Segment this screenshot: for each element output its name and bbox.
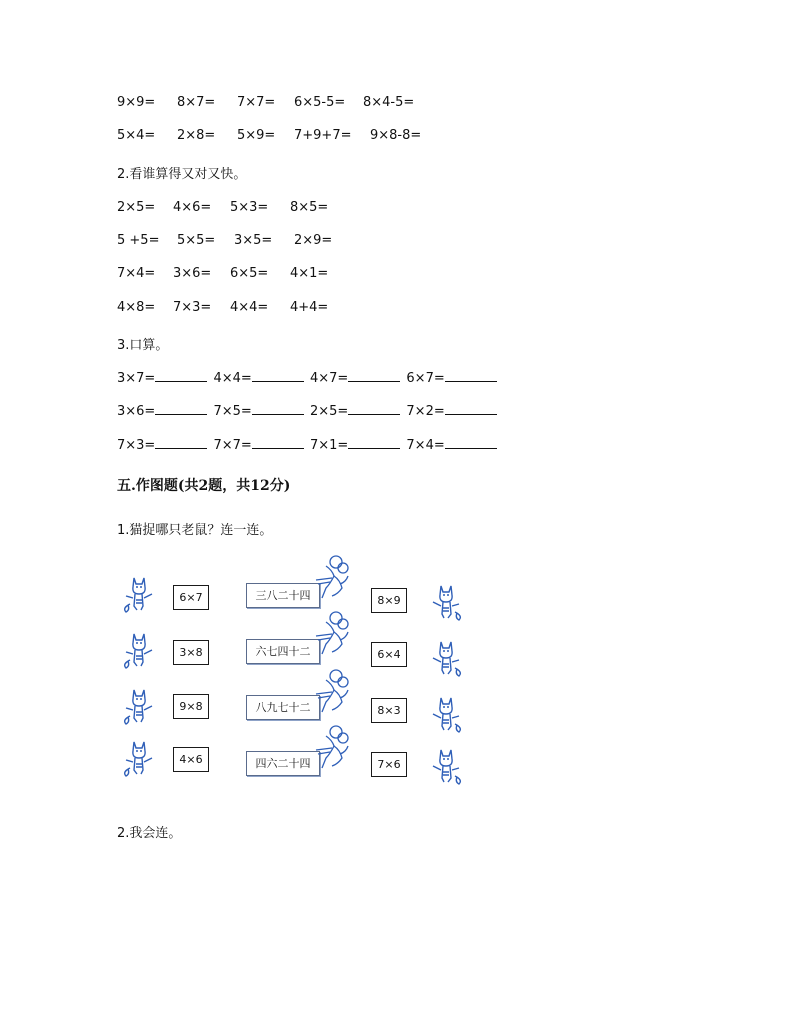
expr: 2×8= — [177, 128, 216, 143]
multiplication-rhyme-box: 四六二十四 — [246, 751, 320, 776]
right-expression-box: 8×9 — [371, 588, 407, 613]
q2-title: 2.看谁算得又对又快。 — [117, 167, 247, 182]
expr: 7×7= — [213, 438, 252, 453]
answer-blank[interactable] — [155, 437, 207, 449]
multiplication-rhyme-box: 六七四十二 — [246, 639, 320, 664]
expr: 5×5= — [177, 233, 216, 248]
expr: 4×1= — [290, 266, 329, 281]
section-5-q1-title: 1.猫捉哪只老鼠？连一连。 — [117, 523, 273, 538]
expr: 7×3= — [117, 438, 156, 453]
cat-icon — [120, 686, 162, 726]
expr: 7×5= — [213, 404, 252, 419]
expr: 7×4= — [406, 438, 445, 453]
expr: 5 +5= — [117, 233, 160, 248]
q3-row-1 — [117, 370, 499, 386]
cat-icon — [120, 630, 162, 670]
expr: 3×6= — [117, 404, 156, 419]
cat-icon — [120, 574, 162, 614]
left-expression-box: 9×8 — [173, 694, 209, 719]
section-5-title: 五.作图题(共2题，共12分) — [117, 478, 291, 494]
answer-blank[interactable] — [155, 403, 207, 415]
multiplication-rhyme-box: 八九七十二 — [246, 695, 320, 720]
answer-blank[interactable] — [155, 370, 207, 382]
expr: 5×3= — [230, 200, 269, 215]
expr: 6×5= — [230, 266, 269, 281]
answer-blank[interactable] — [252, 437, 304, 449]
expr: 7×2= — [406, 404, 445, 419]
left-expression-box: 3×8 — [173, 640, 209, 665]
answer-blank[interactable] — [252, 370, 304, 382]
expr: 3×6= — [173, 266, 212, 281]
expr: 2×5= — [309, 404, 349, 419]
answer-blank[interactable] — [348, 370, 400, 382]
expr: 2×5= — [117, 200, 156, 215]
right-expression-box: 8×3 — [371, 698, 407, 723]
expr: 6×7= — [406, 371, 445, 386]
expr: 9×9= — [117, 95, 156, 110]
mouse-icon — [312, 554, 352, 600]
mouse-icon — [312, 724, 352, 770]
cat-mouse-matching-figure — [118, 552, 478, 787]
expr: 5×9= — [237, 128, 276, 143]
expr: 4×8= — [117, 300, 156, 315]
right-expression-box: 6×4 — [371, 642, 407, 667]
cat-icon — [423, 582, 465, 622]
expr: 7×3= — [173, 300, 212, 315]
expr: 4×4= — [230, 300, 269, 315]
expr: 3×5= — [234, 233, 273, 248]
expr: 8×4-5= — [363, 95, 415, 110]
expr: 4+4= — [290, 300, 329, 315]
answer-blank[interactable] — [252, 403, 304, 415]
left-expression-box: 4×6 — [173, 747, 209, 772]
expr: 8×5= — [290, 200, 329, 215]
answer-blank[interactable] — [445, 437, 497, 449]
expr: 7+9+7= — [294, 128, 352, 143]
expr: 4×4= — [213, 371, 252, 386]
expr: 6×5-5= — [294, 95, 346, 110]
mouse-icon — [312, 668, 352, 714]
right-expression-box: 7×6 — [371, 752, 407, 777]
expr: 7×1= — [309, 438, 349, 453]
expr: 4×7= — [309, 371, 349, 386]
expr: 7×4= — [117, 266, 156, 281]
expr: 8×7= — [177, 95, 216, 110]
q3-row-3 — [117, 437, 499, 453]
expr: 3×7= — [117, 371, 156, 386]
expr: 9×8-8= — [370, 128, 422, 143]
cat-icon — [423, 746, 465, 786]
answer-blank[interactable] — [348, 403, 400, 415]
answer-blank[interactable] — [445, 403, 497, 415]
cat-icon — [423, 694, 465, 734]
section-5-q2-title: 2.我会连。 — [117, 826, 182, 841]
expr: 7×7= — [237, 95, 276, 110]
cat-icon — [423, 638, 465, 678]
cat-icon — [120, 738, 162, 778]
expr: 4×6= — [173, 200, 212, 215]
left-expression-box: 6×7 — [173, 585, 209, 610]
expr: 2×9= — [294, 233, 333, 248]
answer-blank[interactable] — [348, 437, 400, 449]
answer-blank[interactable] — [445, 370, 497, 382]
q3-row-2 — [117, 403, 499, 419]
multiplication-rhyme-box: 三八二十四 — [246, 583, 320, 608]
mouse-icon — [312, 610, 352, 656]
expr: 5×4= — [117, 128, 156, 143]
q3-title: 3.口算。 — [117, 338, 169, 353]
